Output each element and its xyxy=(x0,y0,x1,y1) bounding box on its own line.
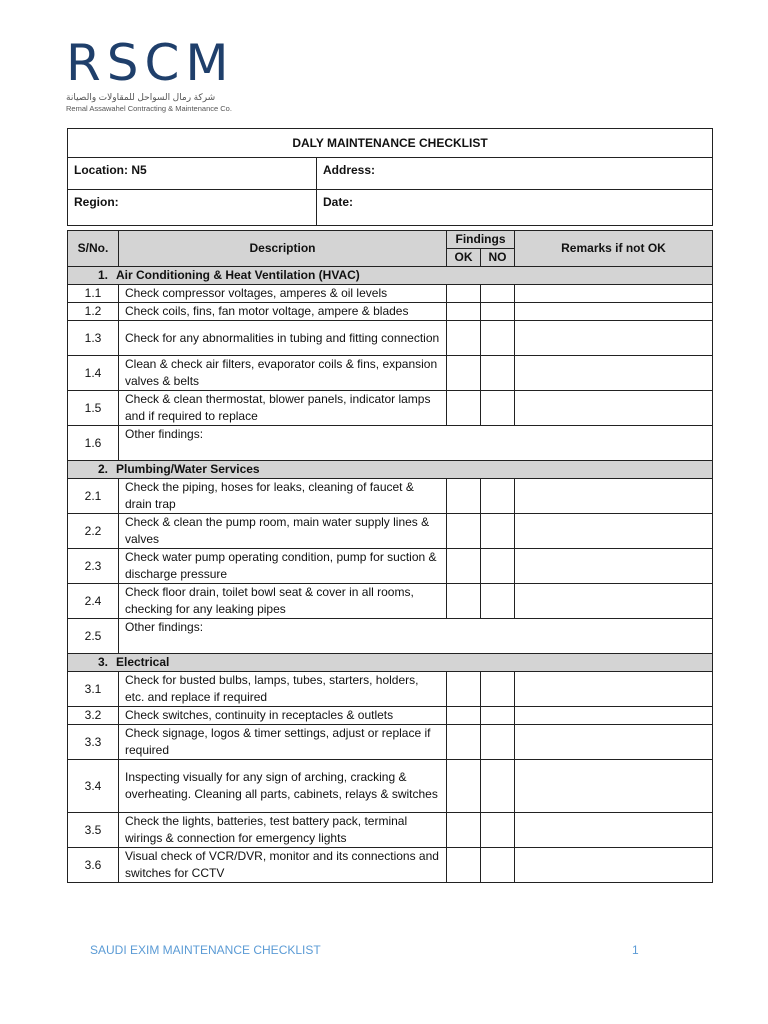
row-description: Check for any abnormalities in tubing and fitting connection xyxy=(119,321,447,356)
no-cell[interactable] xyxy=(481,725,515,760)
ok-cell[interactable] xyxy=(447,725,481,760)
region-field: Region: xyxy=(68,190,317,226)
row-description: Inspecting visually for any sign of arching, cracking & overheating. Cleaning all parts, cabinets, relays & switches xyxy=(119,760,447,813)
row-description: Check coils, fins, fan motor voltage, ampere & blades xyxy=(119,303,447,321)
row-number: 1.3 xyxy=(68,321,119,356)
table-row xyxy=(68,321,713,356)
row-description: Check signage, logos & timer settings, adjust or replace if required xyxy=(119,725,447,760)
row-description: Check water pump operating condition, pump for suction & discharge pressure xyxy=(119,549,447,584)
ok-cell[interactable] xyxy=(447,514,481,549)
row-number: 2.5 xyxy=(68,619,119,654)
column-header-sno: S/No. xyxy=(68,231,119,267)
table-row xyxy=(68,725,713,760)
no-cell[interactable] xyxy=(481,813,515,848)
row-number: 1.2 xyxy=(68,303,119,321)
no-cell[interactable] xyxy=(481,549,515,584)
remarks-cell[interactable] xyxy=(515,584,713,619)
remarks-cell[interactable] xyxy=(515,672,713,707)
checklist-header-table xyxy=(67,128,713,226)
row-number: 1.4 xyxy=(68,356,119,391)
remarks-cell[interactable] xyxy=(515,479,713,514)
table-row xyxy=(68,479,713,514)
section-number: 3. xyxy=(97,655,108,669)
row-description: Visual check of VCR/DVR, monitor and its connections and switches for CCTV xyxy=(119,848,447,883)
company-logo xyxy=(66,34,235,113)
no-cell[interactable] xyxy=(481,321,515,356)
section-title: Air Conditioning & Heat Ventilation (HVAC) xyxy=(116,268,360,282)
section-row xyxy=(68,654,713,672)
table-row xyxy=(68,813,713,848)
table-row xyxy=(68,303,713,321)
remarks-cell[interactable] xyxy=(515,549,713,584)
remarks-cell[interactable] xyxy=(515,514,713,549)
column-header-no: NO xyxy=(481,249,515,267)
row-number: 1.1 xyxy=(68,285,119,303)
no-cell[interactable] xyxy=(481,707,515,725)
remarks-cell[interactable] xyxy=(515,760,713,813)
ok-cell[interactable] xyxy=(447,760,481,813)
no-cell[interactable] xyxy=(481,584,515,619)
location-field: Location: N5 xyxy=(68,158,317,190)
row-description: Check & clean the pump room, main water supply lines & valves xyxy=(119,514,447,549)
no-cell[interactable] xyxy=(481,479,515,514)
row-number: 2.1 xyxy=(68,479,119,514)
section-header-plumbing xyxy=(68,461,713,479)
ok-cell[interactable] xyxy=(447,356,481,391)
no-cell[interactable] xyxy=(481,848,515,883)
section-row xyxy=(68,461,713,479)
column-header-remarks: Remarks if not OK xyxy=(515,231,713,267)
table-row xyxy=(68,285,713,303)
section-header-electrical xyxy=(68,654,713,672)
section-title: Plumbing/Water Services xyxy=(116,462,260,476)
address-field: Address: xyxy=(317,158,713,190)
remarks-cell[interactable] xyxy=(515,813,713,848)
row-description: Check compressor voltages, amperes & oil levels xyxy=(119,285,447,303)
remarks-cell[interactable] xyxy=(515,356,713,391)
row-description: Check the piping, hoses for leaks, cleaning of faucet & drain trap xyxy=(119,479,447,514)
remarks-cell[interactable] xyxy=(515,391,713,426)
ok-cell[interactable] xyxy=(447,549,481,584)
section-title: Electrical xyxy=(116,655,170,669)
no-cell[interactable] xyxy=(481,672,515,707)
ok-cell[interactable] xyxy=(447,303,481,321)
no-cell[interactable] xyxy=(481,391,515,426)
section-row xyxy=(68,267,713,285)
no-cell[interactable] xyxy=(481,285,515,303)
row-description: Check floor drain, toilet bowl seat & cover in all rooms, checking for any leaking pipes xyxy=(119,584,447,619)
row-description: Check switches, continuity in receptacles & outlets xyxy=(119,707,447,725)
table-row xyxy=(68,584,713,619)
no-cell[interactable] xyxy=(481,303,515,321)
ok-cell[interactable] xyxy=(447,391,481,426)
row-number: 2.2 xyxy=(68,514,119,549)
no-cell[interactable] xyxy=(481,760,515,813)
remarks-cell[interactable] xyxy=(515,303,713,321)
row-description: Check for busted bulbs, lamps, tubes, starters, holders, etc. and replace if required xyxy=(119,672,447,707)
ok-cell[interactable] xyxy=(447,672,481,707)
remarks-cell[interactable] xyxy=(515,321,713,356)
row-number: 3.4 xyxy=(68,760,119,813)
row-number: 1.5 xyxy=(68,391,119,426)
ok-cell[interactable] xyxy=(447,707,481,725)
page-number: 1 xyxy=(632,943,639,957)
remarks-cell[interactable] xyxy=(515,848,713,883)
logo-english-name: Remal Assawahel Contracting & Maintenance Co. xyxy=(66,104,232,113)
row-number: 3.6 xyxy=(68,848,119,883)
column-header-findings: Findings xyxy=(447,231,515,249)
date-field: Date: xyxy=(317,190,713,226)
section-number: 1. xyxy=(97,268,108,282)
row-description: Check & clean thermostat, blower panels, indicator lamps and if required to replace xyxy=(119,391,447,426)
row-number: 2.3 xyxy=(68,549,119,584)
logo-arabic-name: شركة رمال السواحل للمقاولات والصيانة xyxy=(66,92,216,102)
row-number: 3.3 xyxy=(68,725,119,760)
other-findings-field[interactable]: Other findings: xyxy=(119,619,713,654)
remarks-cell[interactable] xyxy=(515,707,713,725)
table-row xyxy=(68,760,713,813)
table-row xyxy=(68,549,713,584)
table-row-other-findings xyxy=(68,619,713,654)
row-number: 2.4 xyxy=(68,584,119,619)
table-row xyxy=(68,707,713,725)
checklist-table xyxy=(67,230,713,883)
section-header-hvac xyxy=(68,267,713,285)
ok-cell[interactable] xyxy=(447,321,481,356)
remarks-cell[interactable] xyxy=(515,285,713,303)
ok-cell[interactable] xyxy=(447,813,481,848)
row-number: 3.1 xyxy=(68,672,119,707)
no-cell[interactable] xyxy=(481,514,515,549)
no-cell[interactable] xyxy=(481,356,515,391)
row-description: Check the lights, batteries, test battery pack, terminal wirings & connection for emergency lights xyxy=(119,813,447,848)
logo-letters: RSCM xyxy=(66,34,235,92)
row-description: Clean & check air filters, evaporator coils & fins, expansion valves & belts xyxy=(119,356,447,391)
footer-title: SAUDI EXIM MAINTENANCE CHECKLIST xyxy=(90,943,321,957)
ok-cell[interactable] xyxy=(447,848,481,883)
ok-cell[interactable] xyxy=(447,285,481,303)
ok-cell[interactable] xyxy=(447,584,481,619)
remarks-cell[interactable] xyxy=(515,725,713,760)
table-row xyxy=(68,672,713,707)
table-row xyxy=(68,514,713,549)
section-number: 2. xyxy=(97,462,108,476)
row-number: 3.2 xyxy=(68,707,119,725)
document-title: DALY MAINTENANCE CHECKLIST xyxy=(68,129,713,158)
table-row xyxy=(68,356,713,391)
column-header-description: Description xyxy=(119,231,447,267)
row-number: 1.6 xyxy=(68,426,119,461)
ok-cell[interactable] xyxy=(447,479,481,514)
column-header-ok: OK xyxy=(447,249,481,267)
table-row xyxy=(68,391,713,426)
table-row xyxy=(68,848,713,883)
row-number: 3.5 xyxy=(68,813,119,848)
other-findings-field[interactable]: Other findings: xyxy=(119,426,713,461)
table-row-other-findings xyxy=(68,426,713,461)
